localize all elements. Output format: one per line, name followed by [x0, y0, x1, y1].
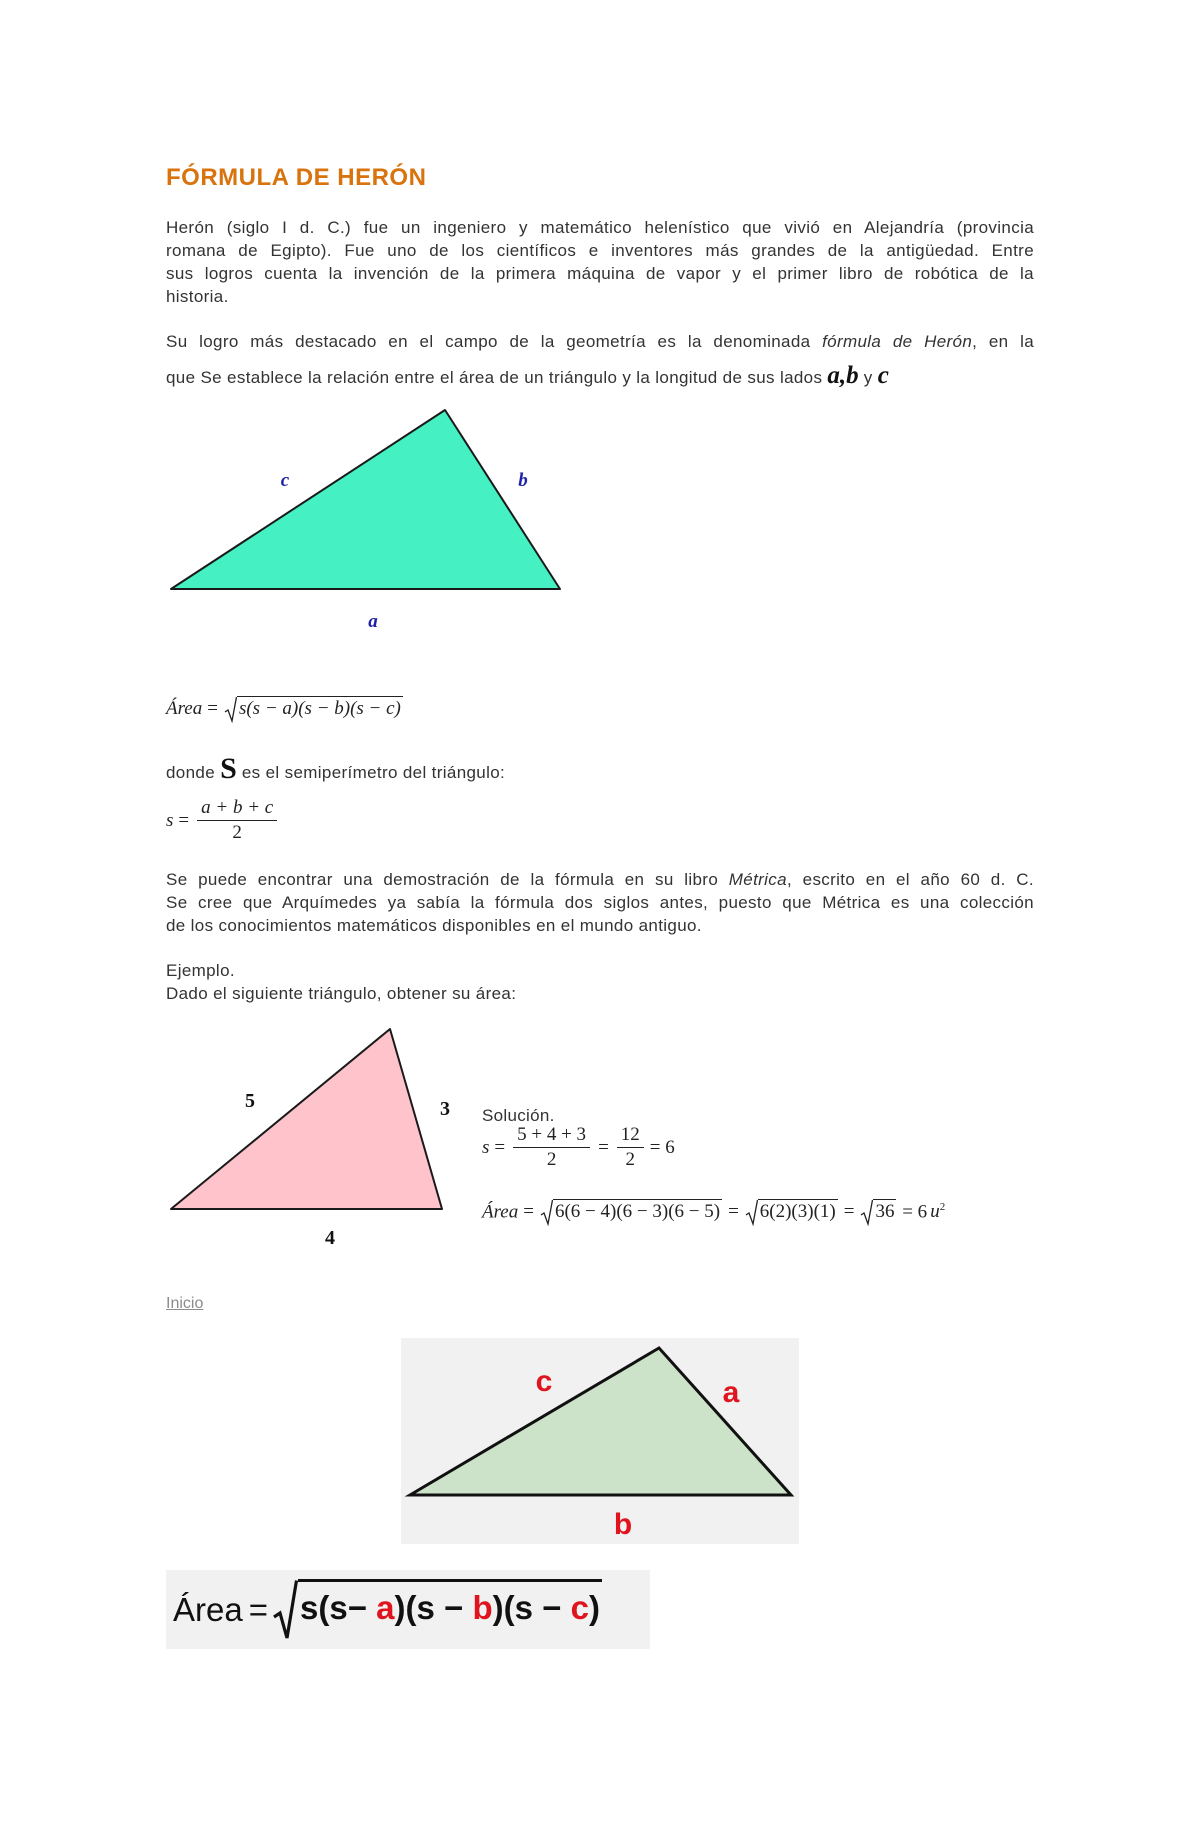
area-unit: u [930, 1201, 940, 1223]
conjunction-text: y [863, 368, 873, 387]
triangle-sides-figure [160, 400, 580, 640]
solution-s-equals-2: = [598, 1136, 609, 1158]
solution-s-lhs: s [482, 1136, 490, 1158]
triangle-shape [410, 1348, 791, 1495]
radicand-part: ) [588, 1588, 600, 1626]
side-label-right: 3 [440, 1098, 450, 1120]
radical-icon [540, 1199, 553, 1226]
square-root [272, 1579, 602, 1641]
page-title: FÓRMULA DE HERÓN [166, 164, 427, 191]
semiperimeter-sentence [166, 752, 1034, 786]
semiperimeter-lhs: s [166, 809, 174, 831]
square-root [224, 696, 403, 723]
heron-formula-name: fórmula de Herón [822, 332, 973, 351]
solution-area-lhs: Área [482, 1201, 519, 1223]
history-text: Se puede encontrar una demostración de la fórmula en su libro [166, 870, 719, 889]
side-label-a: a [722, 1376, 740, 1409]
example-triangle-figure [160, 1015, 460, 1255]
radical-icon [860, 1199, 873, 1226]
history-line-3: de los conocimientos matemáticos disponibles en el mundo antiguo. [166, 916, 702, 935]
solution-area [482, 1192, 945, 1222]
solution-s-equals: = [494, 1136, 506, 1158]
fraction-numerator: 5 + 4 + 3 [513, 1123, 590, 1148]
heron-paragraph-line-1 [166, 330, 1034, 353]
heron-paragraph [166, 330, 1034, 391]
intro-line: Herón (siglo I d. C.) fue un ingeniero y matemático helenístico que vivió en Alejandría (provincia [166, 218, 1034, 237]
radicand: 36 [875, 1201, 895, 1223]
intro-line: romana de Egipto). Fue uno de los científicos e inventores más grandes de la antigüedad. Entre [166, 241, 1034, 260]
side-label-c: c [280, 470, 290, 491]
side-label-b: b [518, 470, 528, 491]
square-root [860, 1199, 896, 1226]
intro-paragraph [166, 216, 1034, 308]
formula-radicand: s(s − a)(s − b)(s − c) [238, 698, 401, 720]
radicand-part: )(s − [492, 1588, 562, 1626]
variable-a: a [376, 1588, 395, 1626]
side-label-b: b [613, 1508, 633, 1541]
home-link[interactable]: Inicio [166, 1295, 204, 1312]
fraction-denominator: 2 [546, 1149, 557, 1170]
triangle-labels-image [401, 1338, 799, 1544]
semiperimeter-equals: = [178, 809, 190, 831]
square-root [540, 1199, 722, 1226]
triangle-shape [171, 410, 560, 589]
large-area-formula [166, 1570, 650, 1649]
fraction-numerator: 12 [617, 1123, 644, 1148]
solution-heading: Solución. [482, 1106, 555, 1125]
radical-icon [272, 1579, 298, 1641]
solution-s-result: = 6 [649, 1136, 675, 1158]
side-label-c: c [535, 1365, 553, 1398]
fraction-denominator: 2 [232, 822, 242, 843]
radical-icon [224, 696, 237, 723]
sides-ab-symbol: a,b [827, 362, 859, 389]
fraction-numerator: a + b + c [197, 796, 277, 821]
heron-text-line-2: que Se establece la relación entre el área de un triángulo y la longitud de sus lados [166, 368, 823, 387]
semiperimeter-prefix: donde [166, 763, 216, 782]
history-text-end: , escrito en el año 60 d. C. [786, 870, 1034, 889]
example-heading: Ejemplo. [166, 961, 235, 980]
example-intro [166, 959, 1034, 1005]
side-label-a: a [368, 611, 378, 632]
heron-text-end: , en la [972, 332, 1034, 351]
triangle-labels-figure [401, 1338, 799, 1544]
equals: = [728, 1201, 739, 1223]
solution-sum-fraction [513, 1123, 590, 1172]
solution-semiperimeter [482, 1123, 675, 1172]
example-prompt: Dado el siguiente triángulo, obtener su área: [166, 984, 517, 1003]
solution-area-equals: = [523, 1201, 534, 1223]
heron-formula-image [166, 1570, 650, 1649]
radicand-part: s(s− [300, 1588, 367, 1626]
radical-icon [745, 1199, 758, 1226]
heron-text: Su logro más destacado en el campo de la geometría es la denominada [166, 332, 811, 351]
solution-total-fraction [617, 1123, 644, 1172]
side-label-bottom: 4 [325, 1227, 335, 1249]
formula-equals: = [248, 1590, 268, 1628]
semiperimeter-symbol: S [220, 752, 237, 785]
formula-equals: = [207, 698, 218, 719]
square-root [745, 1199, 838, 1226]
semiperimeter-fraction [197, 796, 277, 845]
variable-b: b [472, 1588, 493, 1626]
heron-paragraph-line-2 [166, 361, 1034, 391]
radicand-part: )(s − [394, 1588, 464, 1626]
formula-lhs: Área [166, 698, 203, 719]
history-line-1 [166, 868, 1034, 891]
semiperimeter-formula [166, 796, 280, 845]
side-label-left: 5 [245, 1090, 255, 1112]
area-unit-exponent: 2 [939, 1201, 946, 1213]
book-title: Métrica [728, 870, 787, 889]
history-paragraph [166, 868, 1034, 937]
variable-c: c [570, 1588, 589, 1626]
equals: = [843, 1201, 855, 1223]
intro-line: sus logros cuenta la invención de la primera máquina de vapor y el primer libro de robótica de la [166, 264, 1034, 283]
history-line-2: Se cree que Arquímedes ya sabía la fórmula dos siglos antes, puesto que Métrica es una colección [166, 893, 1034, 912]
formula-lhs: Área [173, 1590, 243, 1628]
radicand: 6(2)(3)(1) [759, 1201, 836, 1223]
semiperimeter-suffix: es el semiperímetro del triángulo: [241, 763, 506, 782]
example-triangle-shape [171, 1029, 442, 1209]
fraction-denominator: 2 [625, 1149, 636, 1170]
side-c-symbol: c [877, 362, 889, 389]
radicand: 6(6 − 4)(6 − 3)(6 − 5) [554, 1201, 721, 1223]
heron-area-formula [166, 694, 404, 724]
intro-line: historia. [166, 287, 229, 306]
area-result: = 6 [902, 1201, 928, 1223]
formula-radicand [298, 1579, 602, 1634]
